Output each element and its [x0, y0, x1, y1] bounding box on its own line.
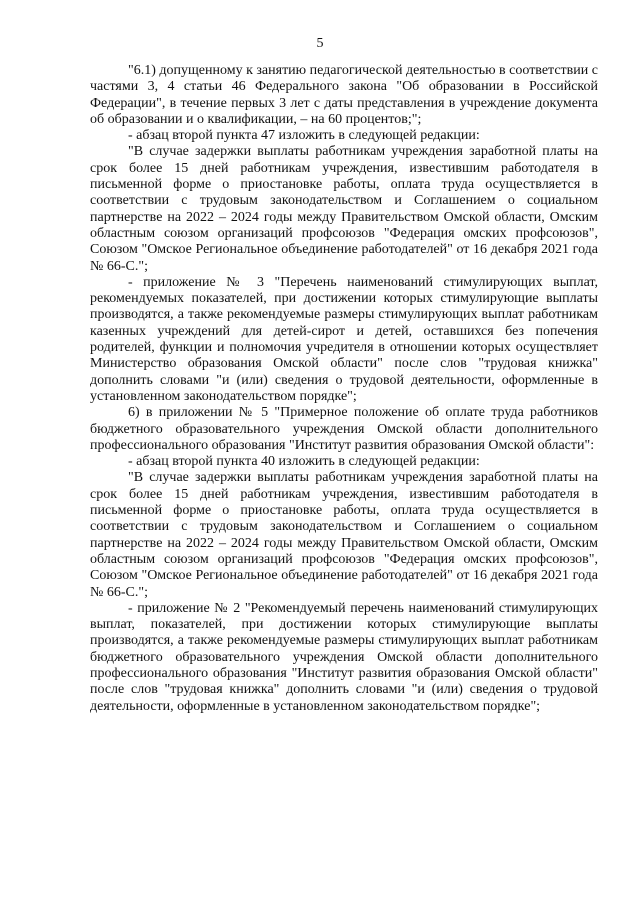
paragraph-item-47-heading: - абзац второй пункта 47 изложить в следующей редакции: — [128, 128, 480, 144]
document-body — [90, 63, 598, 715]
page-number: 5 — [316, 36, 324, 51]
paragraph-6-appendix-5: 6) в приложении № 5 "Примерное положение об оплате труда работников бюджетного образовательного учреждения Омской области дополнительного профессионального образования "Институт развития образования Омской области": — [90, 405, 598, 453]
paragraph-appendix-3: - приложение № 3 "Перечень наименований стимулирующих выплат, рекомендуемых показателей, при достижении которых стимулирующие выплаты производятся, а также рекомендуемые размеры стимулирующих выплат работникам казенных учреждений для детей-сирот и детей, оставшихся без попечения родителей, функции и полномочия учредителя в отношении которых осуществляет Министерство образования Омской области" после слов "трудовая книжка" дополнить словами "и (или) сведения о трудовой деятельности, оформленные в установленном законодательством порядке"; — [90, 274, 598, 404]
paragraph-item-40-text: "В случае задержки выплаты работникам учреждения заработной платы на срок более 15 дней работникам учреждения, известившим работодателя в письменной форме о приостановке работы, оплата труда осуществляется в соответствии с трудовым законодательством и Соглашением о социальном партнерстве на 2022 – 2024 годы между Правительством Омской области, Омским областным союзом организаций профсоюзов "Федерация омских профсоюзов", Союзом "Омское Региональное объединение работодателей" от 16 декабря 2021 года № 66-С."; — [90, 470, 598, 600]
paragraph-item-47-text: "В случае задержки выплаты работникам учреждения заработной платы на срок более 15 дней работникам учреждения, известившим работодателя в письменной форме о приостановке работы, оплата труда осуществляется в соответствии с трудовым законодательством и Соглашением о социальном партнерстве на 2022 – 2024 годы между Правительством Омской области, Омским областным союзом организаций профсоюзов "Федерация омских профсоюзов", Союзом "Омское Региональное объединение работодателей" от 16 декабря 2021 года № 66-С."; — [90, 144, 598, 274]
paragraph-6-1: "6.1) допущенному к занятию педагогической деятельностью в соответствии с частями 3, 4 статьи 46 Федерального закона "Об образовании в Российской Федерации", в течение первых 3 лет с даты представления в учреждение документа об образовании и о квалификации, – на 60 процентов;"; — [90, 63, 598, 127]
paragraph-appendix-2: - приложение № 2 "Рекомендуемый перечень наименований стимулирующих выплат, показателей, при достижении которых стимулирующие выплаты производятся, а также рекомендуемые размеры стимулирующих выплат работникам бюджетного образовательного учреждения Омской области дополнительного профессионального образования "Институт развития образования Омской области" после слов "трудовая книжка" дополнить словами "и (или) сведения о трудовой деятельности, оформленные в установленном законодательством порядке"; — [90, 600, 598, 714]
paragraph-item-40-heading: - абзац второй пункта 40 изложить в следующей редакции: — [128, 454, 480, 470]
